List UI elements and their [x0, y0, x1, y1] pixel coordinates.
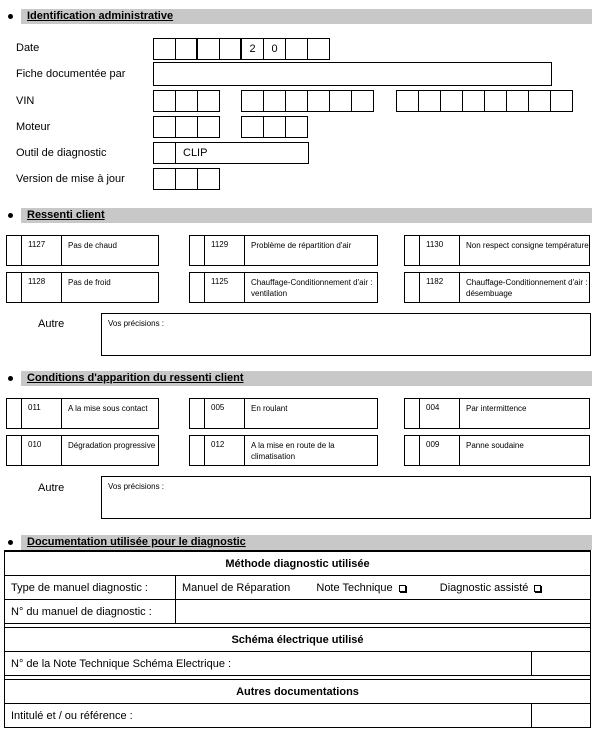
vin-cell[interactable]	[154, 91, 176, 111]
moteur-cell[interactable]	[154, 117, 176, 137]
precisions-label: Vos précisions :	[108, 482, 165, 491]
vin-cell[interactable]	[441, 91, 463, 111]
type-label: Type de manuel diagnostic :	[5, 576, 176, 600]
condition-option[interactable]	[404, 398, 590, 429]
moteur-field-group2[interactable]	[241, 116, 308, 138]
precisions-field[interactable]	[101, 313, 591, 356]
option-label: Par intermittence	[460, 398, 590, 429]
option-checkbox[interactable]	[404, 235, 420, 266]
section-title-conditions: Conditions d'apparition du ressenti client	[27, 372, 244, 384]
moteur-label: Moteur	[16, 121, 51, 133]
vin-cell[interactable]	[286, 91, 308, 111]
moteur-cell[interactable]	[242, 117, 264, 137]
moteur-field-group1[interactable]	[153, 116, 220, 138]
date-cell[interactable]	[176, 39, 198, 59]
date-label: Date	[16, 42, 40, 54]
option-code: 011	[22, 398, 62, 429]
option-checkbox[interactable]	[189, 435, 205, 466]
option-manuel[interactable]: Manuel de Réparation	[182, 581, 291, 594]
option-label: Chauffage-Conditionnement d'air : désembuage	[460, 272, 590, 303]
option-checkbox[interactable]	[6, 272, 22, 303]
vin-cell[interactable]	[242, 91, 264, 111]
moteur-cell[interactable]	[286, 117, 308, 137]
version-field[interactable]	[153, 168, 220, 190]
vin-cell[interactable]	[397, 91, 419, 111]
option-checkbox[interactable]	[189, 272, 205, 303]
vin-label: VIN	[16, 95, 35, 107]
section-bullet	[8, 14, 13, 19]
date-cell[interactable]	[308, 39, 330, 59]
checkbox-icon[interactable]	[534, 585, 541, 592]
vin-field-group2[interactable]	[241, 90, 374, 112]
option-checkbox[interactable]	[404, 272, 420, 303]
intitule-field[interactable]	[531, 704, 590, 728]
option-label: Problème de répartition d'air	[245, 235, 378, 266]
option-diagnostic-assiste[interactable]: Diagnostic assisté	[439, 581, 529, 594]
option-code: 004	[420, 398, 460, 429]
ressenti-option[interactable]	[404, 235, 590, 266]
date-cell[interactable]: 0	[264, 39, 286, 59]
ressenti-option[interactable]	[189, 272, 378, 303]
section-bullet	[8, 376, 13, 381]
documentation-table	[4, 550, 591, 728]
option-code: 012	[205, 435, 245, 466]
vin-cell[interactable]	[308, 91, 330, 111]
num-note-field[interactable]	[531, 652, 590, 676]
option-checkbox[interactable]	[404, 435, 420, 466]
date-cell[interactable]: 2	[242, 39, 264, 59]
option-label: Dégradation progressive	[62, 435, 159, 466]
option-code: 1127	[22, 235, 62, 266]
date-cell[interactable]	[154, 39, 176, 59]
precisions-field[interactable]	[101, 476, 591, 519]
autre-label: Autre	[38, 318, 65, 330]
option-checkbox[interactable]	[6, 235, 22, 266]
condition-option[interactable]	[6, 398, 159, 429]
vin-cell[interactable]	[198, 91, 220, 111]
option-label: Pas de chaud	[62, 235, 159, 266]
vin-cell[interactable]	[507, 91, 529, 111]
option-label: Panne soudaine	[460, 435, 590, 466]
option-label: A la mise sous contact	[62, 398, 159, 429]
option-code: 1129	[205, 235, 245, 266]
autre-label: Autre	[38, 482, 65, 494]
intitule-label: Intitulé et / ou référence :	[5, 704, 532, 728]
num-manuel-label: N° du manuel de diagnostic :	[5, 600, 176, 624]
option-code: 1130	[420, 235, 460, 266]
option-code: 005	[205, 398, 245, 429]
section-title-documentation: Documentation utilisée pour le diagnostic	[27, 536, 246, 548]
vin-cell[interactable]	[463, 91, 485, 111]
option-checkbox[interactable]	[189, 398, 205, 429]
vin-field-group3[interactable]	[396, 90, 573, 112]
vin-cell[interactable]	[485, 91, 507, 111]
vin-cell[interactable]	[352, 91, 374, 111]
outil-value: CLIP	[183, 147, 208, 159]
condition-option[interactable]	[404, 435, 590, 466]
outil-field[interactable]	[175, 142, 309, 164]
section-bullet	[8, 540, 13, 545]
option-code: 010	[22, 435, 62, 466]
option-code: 009	[420, 435, 460, 466]
moteur-cell[interactable]	[198, 117, 220, 137]
vin-cell[interactable]	[176, 91, 198, 111]
date-cell[interactable]	[220, 39, 242, 59]
vin-cell[interactable]	[419, 91, 441, 111]
version-cell[interactable]	[198, 169, 220, 189]
date-field[interactable]	[153, 38, 330, 60]
outil-checkbox[interactable]	[153, 142, 176, 164]
num-manuel-field[interactable]	[176, 600, 591, 624]
outil-label: Outil de diagnostic	[16, 147, 107, 159]
option-code: 1125	[205, 272, 245, 303]
option-code: 1182	[420, 272, 460, 303]
section-title-ressenti: Ressenti client	[27, 209, 105, 221]
checkbox-icon[interactable]	[399, 585, 406, 592]
option-note-technique[interactable]: Note Technique	[316, 581, 393, 594]
fiche-field[interactable]	[153, 62, 552, 86]
num-note-label: N° de la Note Technique Schéma Electrique :	[5, 652, 532, 676]
date-cell[interactable]	[286, 39, 308, 59]
vin-cell[interactable]	[264, 91, 286, 111]
option-checkbox[interactable]	[6, 398, 22, 429]
moteur-cell[interactable]	[176, 117, 198, 137]
vin-cell[interactable]	[529, 91, 551, 111]
ressenti-option[interactable]	[6, 235, 159, 266]
type-options	[176, 576, 591, 600]
date-cell[interactable]	[198, 39, 220, 59]
version-cell[interactable]	[154, 169, 176, 189]
fiche-label: Fiche documentée par	[16, 68, 126, 80]
vin-cell[interactable]	[330, 91, 352, 111]
version-cell[interactable]	[176, 169, 198, 189]
moteur-cell[interactable]	[264, 117, 286, 137]
option-checkbox[interactable]	[404, 398, 420, 429]
option-label: Non respect consigne température	[460, 235, 590, 266]
methode-header: Méthode diagnostic utilisée	[5, 551, 591, 576]
option-checkbox[interactable]	[6, 435, 22, 466]
condition-option[interactable]	[189, 435, 378, 466]
condition-option[interactable]	[6, 435, 159, 466]
schema-header: Schéma électrique utilisé	[5, 628, 591, 652]
option-label: Pas de froid	[62, 272, 159, 303]
ressenti-option[interactable]	[6, 272, 159, 303]
option-checkbox[interactable]	[189, 235, 205, 266]
vin-field-group1[interactable]	[153, 90, 220, 112]
option-label: A la mise en route de la climatisation	[245, 435, 378, 466]
precisions-label: Vos précisions :	[108, 319, 165, 328]
condition-option[interactable]	[189, 398, 378, 429]
ressenti-option[interactable]	[189, 235, 378, 266]
option-label: En roulant	[245, 398, 378, 429]
section-bullet	[8, 213, 13, 218]
option-code: 1128	[22, 272, 62, 303]
section-header-bar	[21, 208, 592, 223]
autres-header: Autres documentations	[5, 680, 591, 704]
section-title-identification: Identification administrative	[27, 10, 174, 22]
option-label: Chauffage-Conditionnement d'air : ventilation	[245, 272, 378, 303]
vin-cell[interactable]	[551, 91, 573, 111]
version-label: Version de mise à jour	[16, 173, 125, 185]
ressenti-option[interactable]	[404, 272, 590, 303]
